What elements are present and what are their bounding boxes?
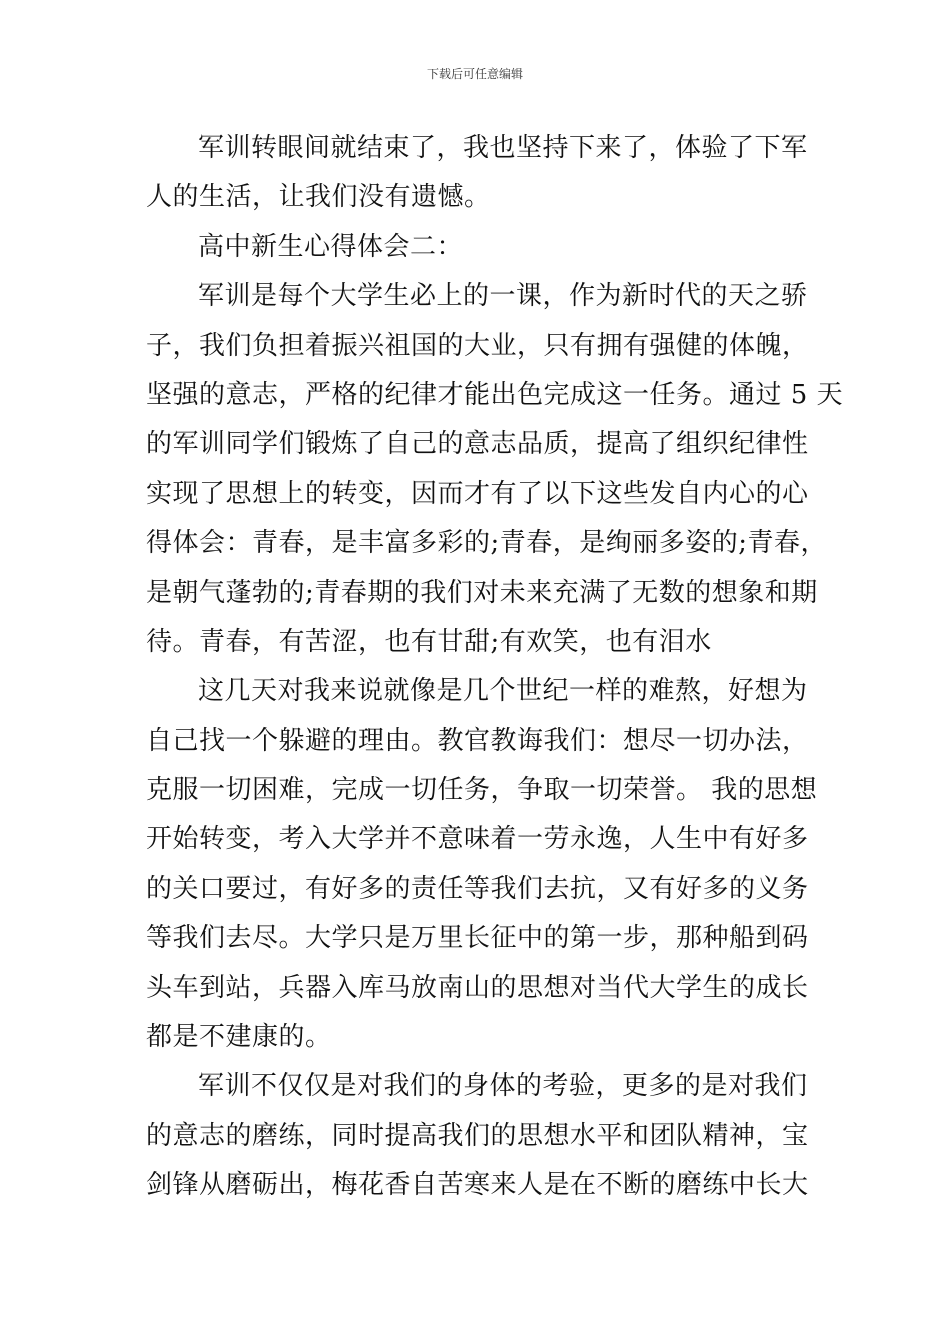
text-line: 军训转眼间就结束了，我也坚持下来了，体验了下军 [198, 133, 808, 163]
text-line: 自己找一个躲避的理由。教官教诲我们：想尽一切办法， [146, 725, 809, 756]
text-line: 人的生活，让我们没有遗憾。 [146, 182, 491, 213]
text-line: 克服一切困难，完成一切任务，争取一切荣誉。 我的思想 [146, 775, 818, 806]
text-line: 开始转变，考入大学并不意味着一劳永逸，人生中有好多 [146, 824, 809, 855]
text-line: 军训是每个大学生必上的一课，作为新时代的天之骄 [198, 281, 808, 312]
text-line: 待。青春，有苦涩，也有甘甜;有欢笑，也有泪水 [146, 626, 712, 657]
text-line: 都是不建康的。 [146, 1022, 332, 1053]
page-header: 下载后可任意编辑 [426, 67, 523, 81]
text-line: 实现了思想上的转变，因而才有了以下这些发自内心的心 [146, 478, 809, 509]
text-line: 头车到站，兵器入库马放南山的思想对当代大学生的成长 [146, 972, 809, 1003]
text-line: 剑锋从磨砺出，梅花香自苦寒来人是在不断的磨练中长大 [146, 1170, 809, 1201]
text-line: 等我们去尽。大学只是万里长征中的第一步，那种船到码 [146, 923, 809, 954]
section-heading: 高中新生心得体会二： [198, 231, 464, 262]
document-body [146, 124, 844, 1211]
text-line: 的关口要过，有好多的责任等我们去抗，又有好多的义务 [146, 873, 809, 904]
text-line: 坚强的意志，严格的纪律才能出色完成这一任务。通过 5 天 [146, 379, 844, 410]
text-line: 军训不仅仅是对我们的身体的考验，更多的是对我们 [198, 1071, 808, 1102]
text-line: 子，我们负担着振兴祖国的大业，只有拥有强健的体魄， [146, 330, 809, 361]
text-line: 这几天对我来说就像是几个世纪一样的难熬，好想为 [198, 676, 808, 707]
text-line: 是朝气蓬勃的;青春期的我们对未来充满了无数的想象和期 [146, 577, 818, 608]
text-line: 的意志的磨练，同时提高我们的思想水平和团队精神，宝 [146, 1120, 809, 1151]
text-line: 的军训同学们锻炼了自己的意志品质，提高了组织纪律性 [146, 429, 809, 460]
text-line: 得体会：青春，是丰富多彩的;青春，是绚丽多姿的;青春， [146, 528, 828, 559]
